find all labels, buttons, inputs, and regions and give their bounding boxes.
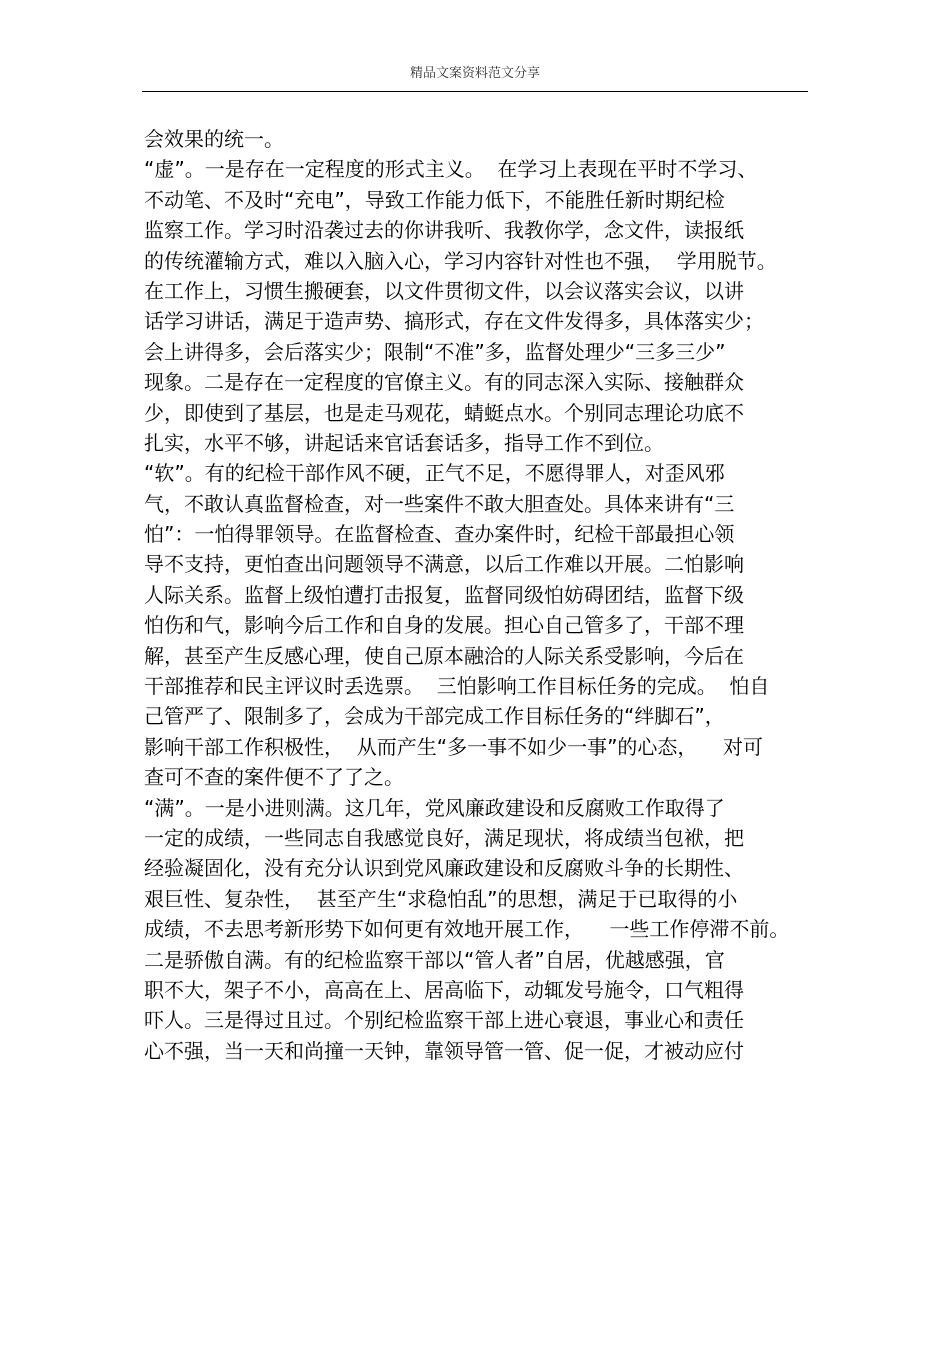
text-line: 成绩，不去思考新形势下如何更有效地开展工作， 一些工作停滞不前。 (144, 917, 790, 942)
text-line: 查可不查的案件便不了了之。 (144, 765, 404, 790)
text-line: 话学习讲话，满足于造声势、搞形式，存在文件发得多，具体落实少； (144, 309, 764, 334)
text-line: 现象。二是存在一定程度的官僚主义。有的同志深入实际、接触群众 (144, 370, 744, 395)
text-line: 心不强，当一天和尚撞一天钟，靠领导管一管、促一促，才被动应付 (144, 1038, 744, 1063)
text-line: 气，不敢认真监督检查，对一些案件不敢大胆查处。具体来讲有“三 (144, 491, 735, 516)
text-line: 扎实，水平不够，讲起话来官话套话多，指导工作不到位。 (144, 430, 664, 455)
text-line: 怕伤和气，影响今后工作和自身的发展。担心自己管多了，干部不理 (144, 613, 744, 638)
text-line: 一定的成绩，一些同志自我感觉良好，满足现状，将成绩当包袱，把 (144, 825, 744, 850)
text-line: 少，即使到了基层，也是走马观花，蜻蜓点水。个别同志理论功底不 (144, 400, 744, 425)
header-divider (142, 91, 808, 92)
text-line: 监察工作。学习时沿袭过去的你讲我听、我教你学，念文件，读报纸 (144, 218, 744, 243)
text-line: 经验凝固化，没有充分认识到党风廉政建设和反腐败斗争的长期性、 (144, 856, 744, 881)
text-line: 的传统灌输方式，难以入脑入心，学习内容针对性也不强， 学用脱节。 (144, 248, 777, 273)
text-line: “虚”。一是存在一定程度的形式主义。 在学习上表现在平时不学习、 (144, 157, 758, 182)
text-line: 导不支持，更怕查出问题领导不满意，以后工作难以开展。二怕影响 (144, 552, 744, 577)
text-line: 艰巨性、复杂性， 甚至产生“求稳怕乱”的思想，满足于已取得的小 (144, 886, 738, 911)
text-line: 干部推荐和民主评议时丢选票。 三怕影响工作目标任务的完成。 怕自 (144, 674, 770, 699)
text-line: 怕”：一怕得罪领导。在监督检查、查办案件时，纪检干部最担心领 (144, 522, 735, 547)
text-line: 在工作上，习惯生搬硬套，以文件贯彻文件，以会议落实会议，以讲 (144, 278, 744, 303)
text-line: 人际关系。监督上级怕遭打击报复，监督同级怕妨碍团结，监督下级 (144, 582, 744, 607)
text-line: “满”。一是小进则满。这几年，党风廉政建设和反腐败工作取得了 (144, 795, 725, 820)
text-line: 己管严了、限制多了，会成为干部完成工作目标任务的“绊脚石”， (144, 704, 725, 729)
body-text (144, 124, 814, 1066)
text-line: “软”。有的纪检干部作风不硬，正气不足，不愿得罪人，对歪风邪 (144, 461, 725, 486)
page-header: 精品文案资料范文分享 (409, 66, 540, 81)
text-line: 职不大，架子不小，高高在上、居高临下，动辄发号施令，口气粗得 (144, 977, 744, 1002)
text-line: 会上讲得多，会后落实少；限制“不准”多，监督处理少“三多三少” (144, 339, 726, 364)
text-line: 影响干部工作积极性， 从而产生“多一事不如少一事”的心态， 对可 (144, 734, 763, 759)
text-line: 吓人。三是得过且过。个别纪检监察干部上进心衰退，事业心和责任 (144, 1008, 744, 1033)
text-line: 二是骄傲自满。有的纪检监察干部以“管人者”自居，优越感强，官 (144, 947, 725, 972)
text-line: 会效果的统一。 (144, 127, 284, 151)
text-line: 不动笔、不及时“充电”，导致工作能力低下，不能胜任新时期纪检 (144, 187, 725, 212)
text-line: 解，甚至产生反感心理，使自己原本融洽的人际关系受影响，今后在 (144, 643, 744, 668)
